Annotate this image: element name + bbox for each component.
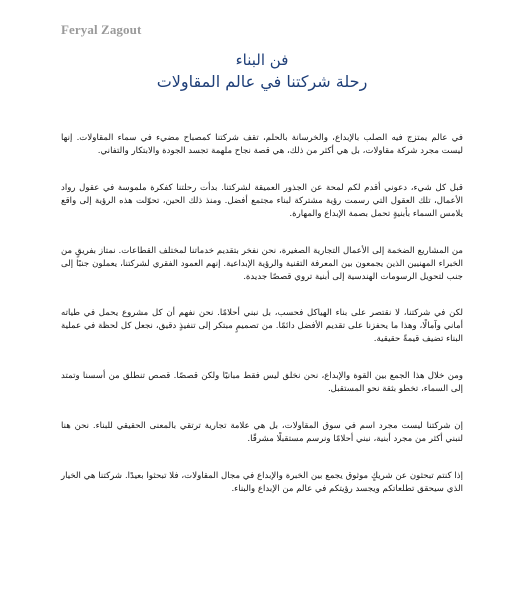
document-title — [0, 52, 524, 92]
body-paragraph-6: إن شركتنا ليست مجرد اسم في سوق المقاولات، بل هي علامة تجارية ترتقي بالمعنى الحقيقي للبناء. نحن هنا لنبني أكثر من مجرد أبنية، نبني أحلامًا ونرسم مستقبلًا مشرقًا. — [61, 421, 463, 444]
author-name: Feryal Zagout — [61, 22, 142, 37]
body-paragraph-5: ومن خلال هذا الجمع بين القوة والإبداع، نحن نخلق ليس فقط مبانيًا ولكن قصصًا. قصص تنطلق من أسسنا وتمتد إلى السماء، تخطو بثقة نحو المستقبل. — [61, 371, 463, 394]
body-paragraph-1: في عالم يمتزج فيه الصلب بالإبداع، والخرسانة بالحلم، تقف شركتنا كمصباح مضيء في سماء المقاولات. إنها ليست مجرد شركة مقاولات، بل هي أكثر من ذلك، هي قصة نجاح ملهمة تجسد الجودة والابتكار والتفاني. — [61, 133, 463, 156]
body-paragraph-2: قبل كل شيء، دعوني أقدم لكم لمحة عن الجذور العميقة لشركتنا. بدأت رحلتنا كفكرة ملموسة في عقول رواد الأعمال، تلك العقول التي رسمت رؤية مشتركة لبناء مجتمع أفضل. ومنذ ذلك الحين، تحوّلت هذه الرؤية إلى واقع يلامس السماء بأبنيةٍ تحمل بصمة الإبداع والمهارة. — [61, 183, 463, 219]
title-line-1: فن البناء — [235, 51, 289, 69]
title-line-2: رحلة شركتنا في عالم المقاولات — [156, 72, 368, 92]
body-paragraph-3: من المشاريع الضخمة إلى الأعمال التجارية الصغيرة، نحن نفخر بتقديم خدماتنا لمختلف القطاعات. نمتاز بفريقٍ من الخبراء المهنيين الذين يجمعون بين المعرفة التقنية والرؤية الإبداعية. إنهم العمود الفقري لشركتنا، يعملون جنبًا إلى جنب لتحويل الرسومات الهندسية إلى أبنية تروي قصصًا جديدة. — [61, 246, 463, 282]
body-paragraph-4: لكن في شركتنا، لا نقتصر على بناء الهياكل فحسب، بل نبني أحلامًا. نحن نفهم أن كل مشروع يحمل في طياته أماني وآمالًا، وهذا ما يحفزنا على تقديم الأفضل دائمًا. من تصميمٍ مبتكر إلى تنفيذٍ دقيق، نجعل كل لحظة في عملية البناء تضيف قيمةً حقيقية. — [61, 308, 463, 344]
body-paragraph-7: إذا كنتم تبحثون عن شريكٍ موثوق يجمع بين الخبرة والإبداع في مجال المقاولات، فلا تبحثوا بعيدًا. شركتنا هي الخيار الذي سيحقق تطلعاتكم ويجسد رؤيتكم في عالم من الإبداع والبناء. — [61, 471, 463, 494]
document-body — [61, 132, 463, 496]
